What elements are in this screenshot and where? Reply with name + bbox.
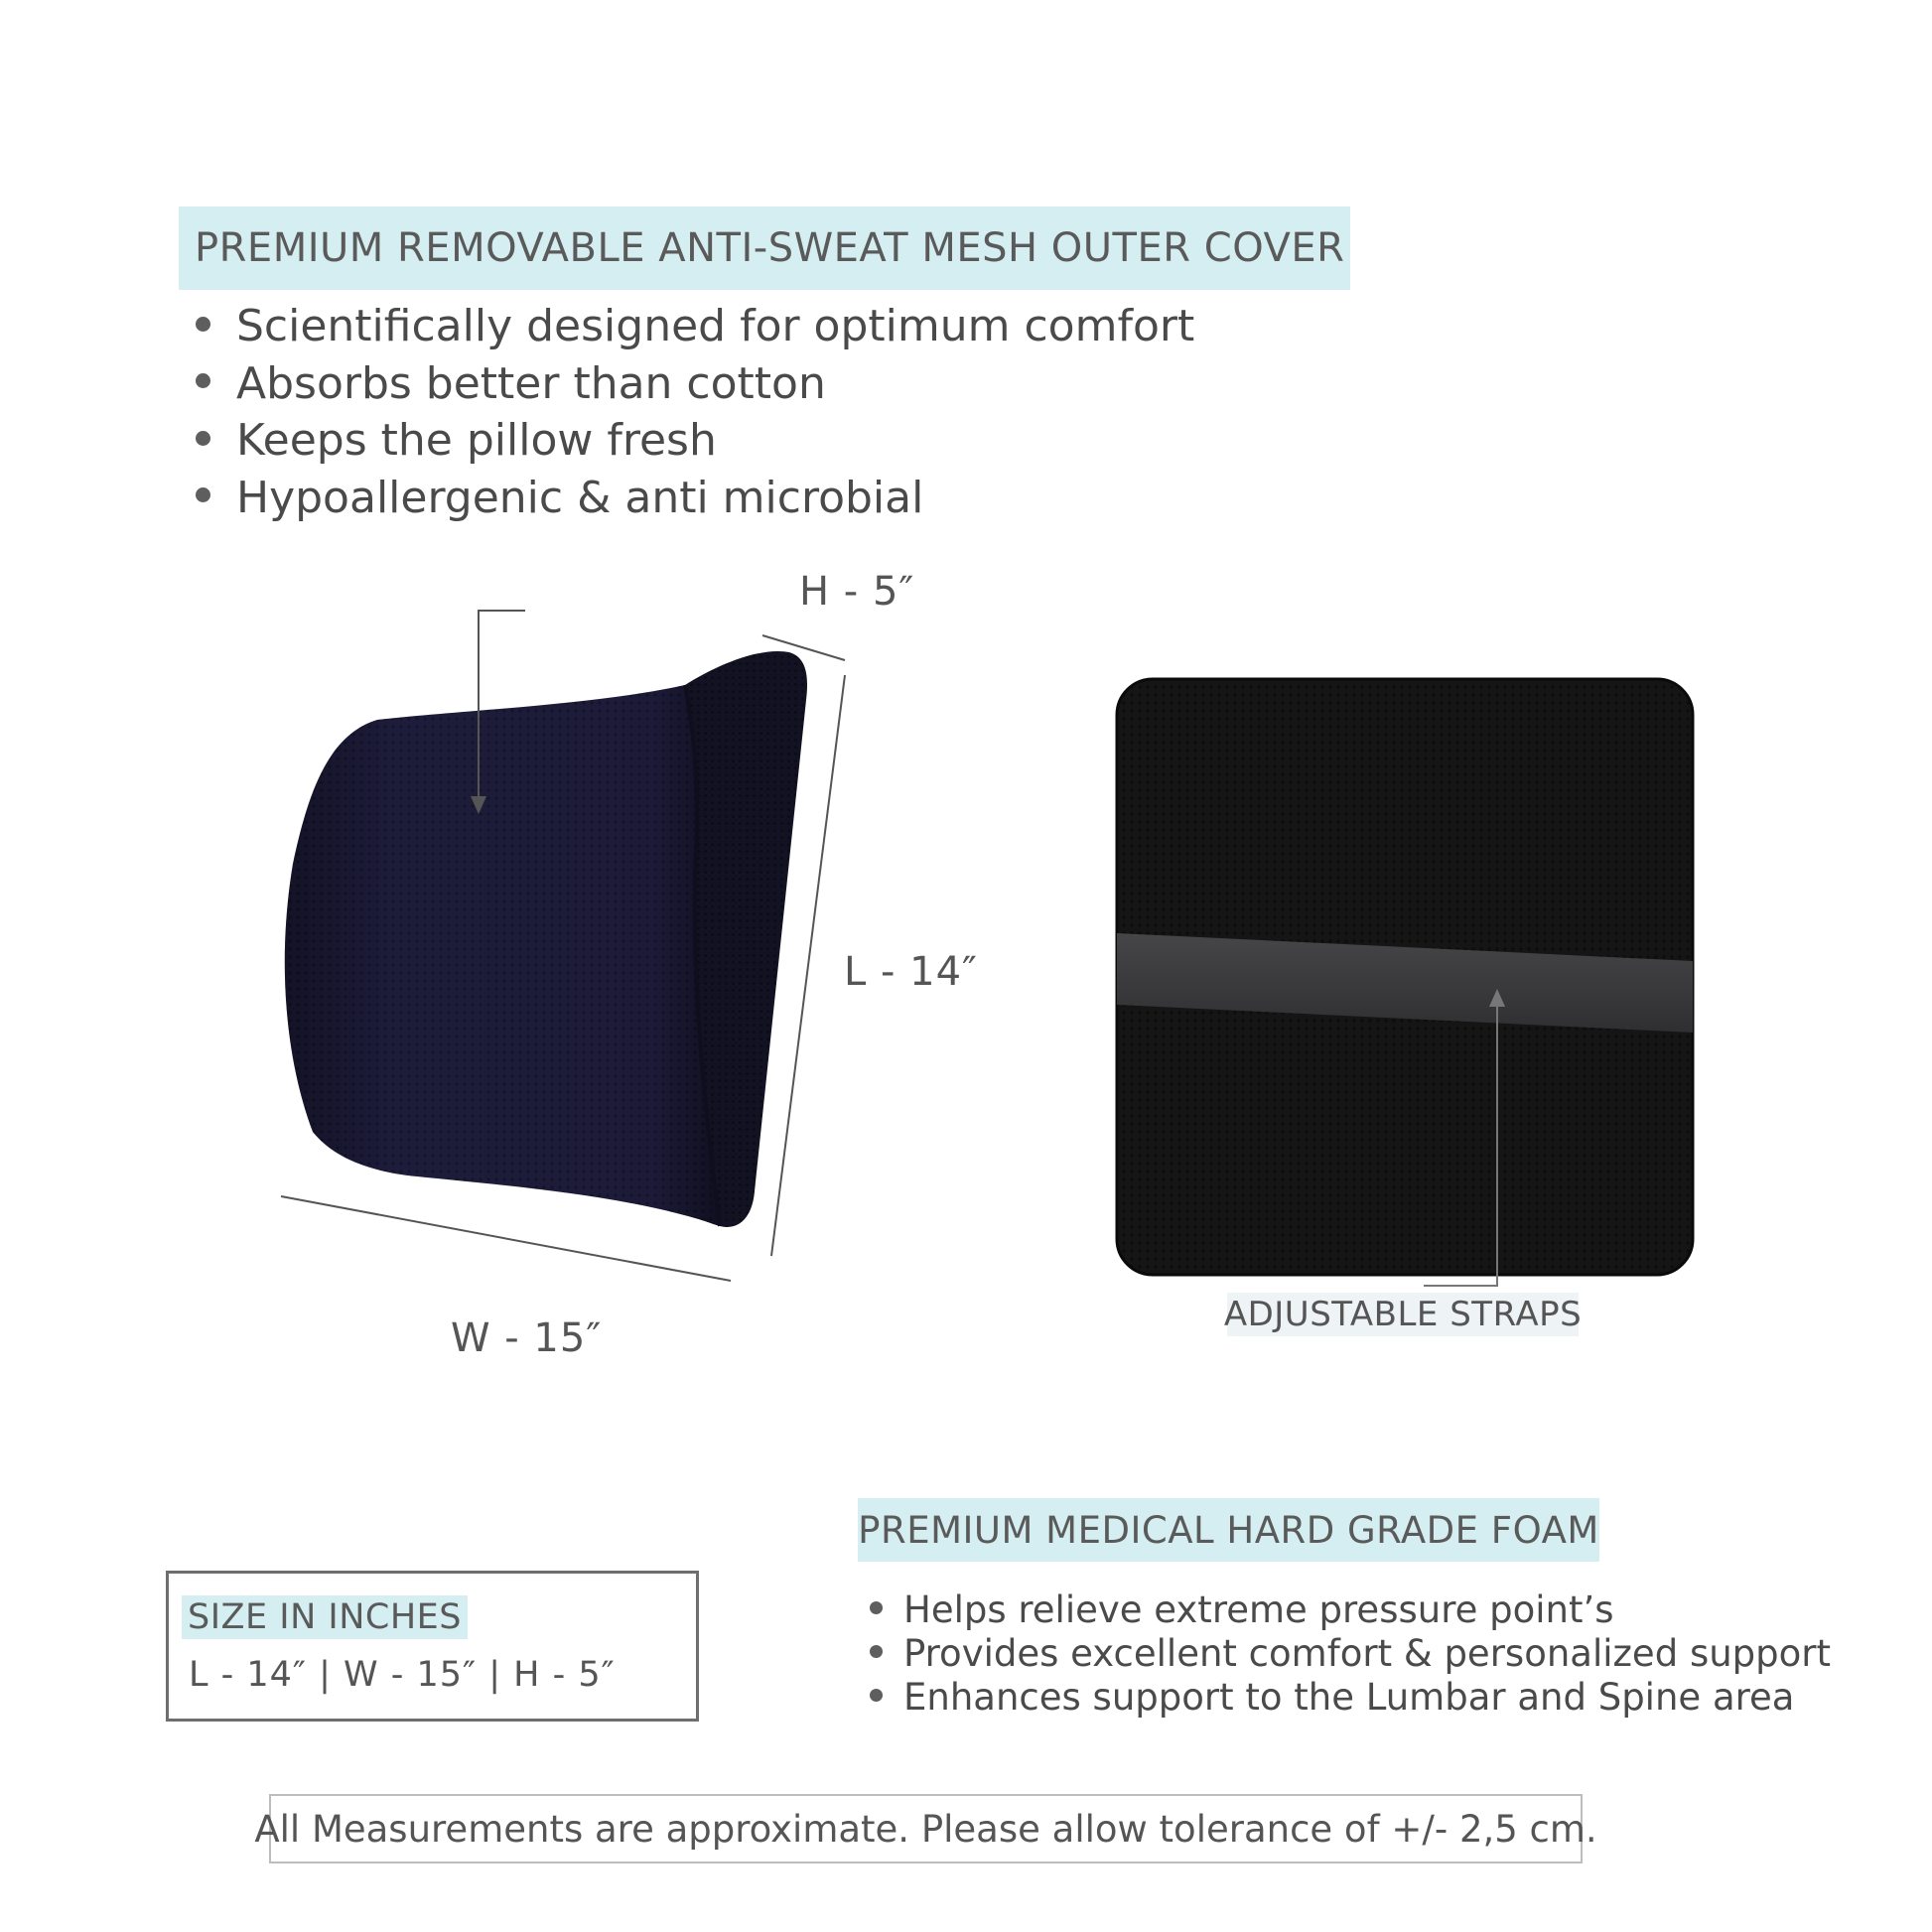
size-box-title: SIZE IN INCHES (182, 1595, 468, 1639)
foam-feature-item: Provides excellent comfort & personalized support (870, 1632, 1831, 1676)
cover-feature-item: Keeps the pillow fresh (196, 412, 1194, 470)
height-label: H - 5″ (799, 569, 915, 615)
size-box-value: L - 14″ | W - 15″ | H - 5″ (189, 1655, 616, 1695)
size-box (166, 1571, 699, 1722)
adjustable-straps-label: ADJUSTABLE STRAPS (1223, 1295, 1583, 1334)
foam-feature-item: Helps relieve extreme pressure point’s (870, 1588, 1831, 1632)
foam-feature-item: Enhances support to the Lumbar and Spine area (870, 1676, 1831, 1720)
length-label: L - 14″ (844, 949, 978, 995)
width-label: W - 15″ (451, 1315, 603, 1361)
cover-feature-item: Absorbs better than cotton (196, 355, 1194, 413)
cover-feature-item: Hypoallergenic & anti microbial (196, 470, 1194, 527)
measurement-disclaimer: All Measurements are approximate. Please allow tolerance of +/- 2,5 cm. (269, 1794, 1583, 1863)
foam-section-title: PREMIUM MEDICAL HARD GRADE FOAM (858, 1498, 1599, 1562)
pillow-back-illustration (1117, 679, 1693, 1275)
pillow-front-shape (285, 651, 807, 1227)
cover-feature-item: Scientifically designed for optimum comfort (196, 298, 1194, 355)
foam-feature-list (870, 1588, 1831, 1720)
cover-section-title: PREMIUM REMOVABLE ANTI-SWEAT MESH OUTER COVER (179, 207, 1350, 290)
